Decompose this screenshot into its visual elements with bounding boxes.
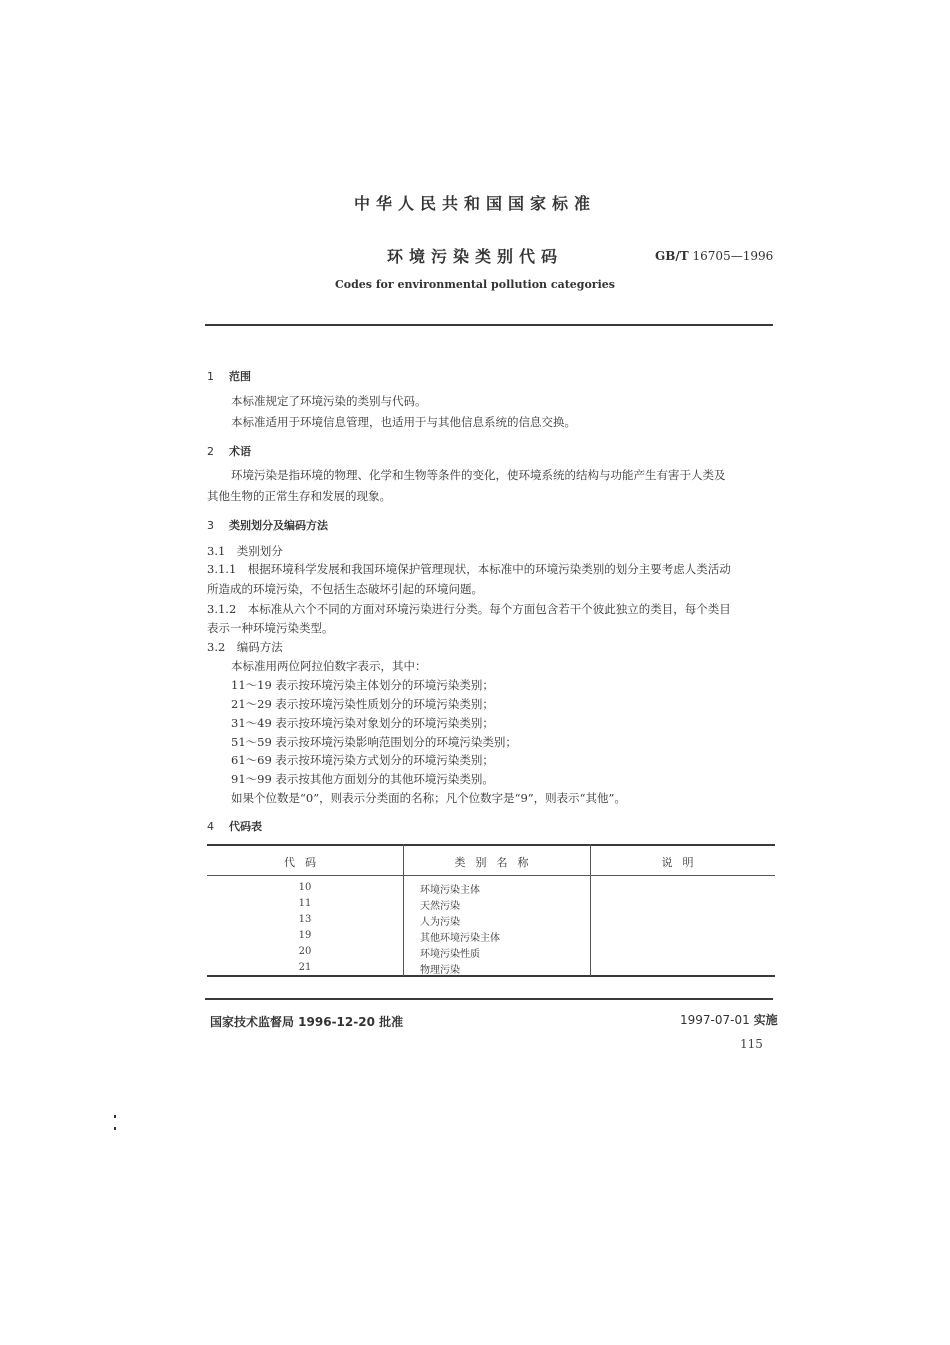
document-title: 环境污染类别代码 xyxy=(386,247,563,266)
section-4-heading xyxy=(207,818,262,834)
code-range-item: 21～29 表示按环境污染性质划分的环境污染类别； xyxy=(231,697,494,711)
standard-code: 16705—1996 xyxy=(692,249,774,263)
implementation-label: 实施 xyxy=(753,1013,778,1027)
subsection-heading: 3.1 类别划分 xyxy=(207,544,283,558)
section-number: 3 xyxy=(207,519,214,532)
cell-code: 19 xyxy=(298,930,312,941)
code-range-item: 61～69 表示按环境污染方式划分的环境污染类别； xyxy=(231,753,494,767)
cell-code: 13 xyxy=(298,914,312,925)
approval-line: 国家技术监督局 1996-12-20 批准 xyxy=(210,1015,404,1029)
section-title: 类别划分及编码方法 xyxy=(229,519,328,532)
paragraph: 3.1.1 根据环境科学发展和我国环境保护管理现状，本标准中的环境污染类别的划分主要考虑人类活动 xyxy=(207,562,731,576)
national-standard-title: 中华人民共和国国家标准 xyxy=(353,194,596,213)
paragraph: 所造成的环境污染，不包括生态破坏引起的环境问题。 xyxy=(207,582,483,596)
cell-code: 20 xyxy=(298,946,312,957)
section-number: 1 xyxy=(207,370,214,383)
section-title: 范围 xyxy=(229,370,251,383)
scan-speck xyxy=(114,1115,116,1118)
english-title: Codes for environmental pollution categories xyxy=(335,278,615,291)
cell-name: 物理污染 xyxy=(420,965,460,976)
section-number: 2 xyxy=(207,445,214,458)
cell-name: 天然污染 xyxy=(420,901,460,912)
cell-code: 11 xyxy=(298,898,312,909)
code-table xyxy=(207,844,775,976)
scan-speck xyxy=(114,1127,116,1130)
section-1-heading xyxy=(207,368,251,384)
table-bottom-border xyxy=(207,975,775,977)
header-divider xyxy=(205,324,773,326)
table-header-code: 代码 xyxy=(284,856,326,869)
paragraph: 本标准用两位阿拉伯数字表示，其中： xyxy=(231,659,427,673)
paragraph: 表示一种环境污染类型。 xyxy=(207,621,334,635)
table-header-name: 类别名称 xyxy=(454,856,539,869)
section-title: 术语 xyxy=(229,445,251,458)
table-header-border xyxy=(207,875,775,876)
cell-name: 人为污染 xyxy=(420,917,460,928)
code-range-item: 31～49 表示按环境污染对象划分的环境污染类别； xyxy=(231,716,494,730)
standard-prefix: GB/T xyxy=(655,249,689,263)
cell-name: 环境污染主体 xyxy=(420,885,480,896)
paragraph: 如果个位数是“0”，则表示分类面的名称；凡个位数字是“9”，则表示“其他”。 xyxy=(231,791,626,805)
paragraph: 本标准适用于环境信息管理，也适用于与其他信息系统的信息交换。 xyxy=(231,415,576,429)
cell-code: 21 xyxy=(298,962,312,973)
code-range-item: 91～99 表示按其他方面划分的其他环境污染类别。 xyxy=(231,772,494,786)
table-top-border xyxy=(207,844,775,846)
subsection-heading: 3.2 编码方法 xyxy=(207,640,283,654)
paragraph: 3.1.2 本标准从六个不同的方面对环境污染进行分类。每个方面包含若干个彼此独立的类目，每个类目 xyxy=(207,602,731,616)
paragraph: 本标准规定了环境污染的类别与代码。 xyxy=(231,394,427,408)
section-number: 4 xyxy=(207,820,214,833)
implementation-date: 1997-07-01 xyxy=(680,1013,750,1027)
table-header-note: 说明 xyxy=(661,856,704,869)
page-number: 115 xyxy=(740,1037,763,1051)
implementation-line xyxy=(680,1011,778,1028)
standard-number xyxy=(655,249,773,263)
paragraph: 其他生物的正常生存和发展的现象。 xyxy=(207,489,391,503)
cell-name: 其他环境污染主体 xyxy=(420,933,500,944)
section-title: 代码表 xyxy=(229,820,262,833)
footer-divider xyxy=(205,998,773,1000)
cell-name: 环境污染性质 xyxy=(420,949,480,960)
section-2-heading xyxy=(207,443,251,459)
paragraph: 环境污染是指环境的物理、化学和生物等条件的变化，使环境系统的结构与功能产生有害于人类及 xyxy=(231,468,726,482)
section-3-heading xyxy=(207,517,328,533)
code-range-item: 11～19 表示按环境污染主体划分的环境污染类别； xyxy=(231,678,494,692)
code-range-item: 51～59 表示按环境污染影响范围划分的环境污染类别； xyxy=(231,735,517,749)
cell-code: 10 xyxy=(298,882,312,893)
